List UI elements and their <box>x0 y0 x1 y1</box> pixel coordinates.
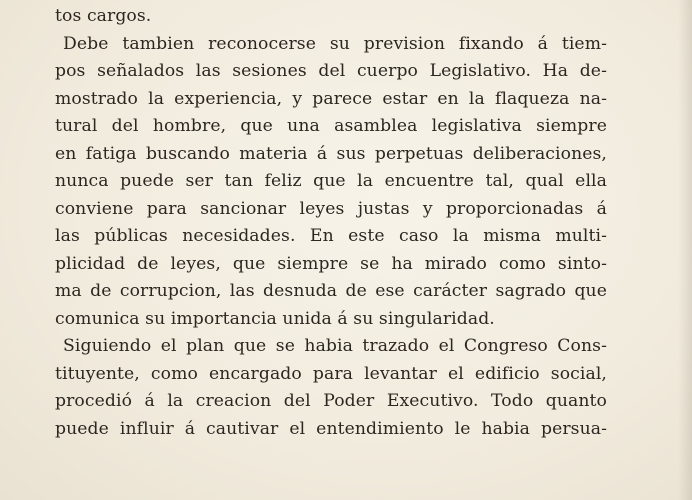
body-text <box>55 3 607 443</box>
text-line: puede influir á cautivar el entendimiento le habia persua- <box>55 418 607 439</box>
text-line: las públicas necesidades. En este caso la misma multi- <box>55 226 607 246</box>
text-line: tural del hombre, que una asamblea legislativa siempre <box>55 116 607 136</box>
text-line: procedió á la creacion del Poder Executivo. Todo quanto <box>55 391 607 411</box>
text-line: pos señalados las sesiones del cuerpo Legislativo. Ha de- <box>55 61 607 81</box>
text-line: comunica su importancia unida á su singularidad. <box>55 308 495 329</box>
text-line: tituyente, como encargado para levantar el edificio social, <box>55 363 607 384</box>
text-line: plicidad de leyes, que siempre se ha mirado como sinto- <box>55 253 607 274</box>
text-line: conviene para sancionar leyes justas y proporcionadas á <box>55 198 607 219</box>
text-line: mostrado la experiencia, y parece estar en la flaqueza na- <box>55 88 607 109</box>
text-line: en fatiga buscando materia á sus perpetuas deliberaciones, <box>55 143 607 164</box>
text-line: Siguiendo el plan que se habia trazado el Congreso Cons- <box>63 336 607 356</box>
page-edge-shadow <box>678 0 692 500</box>
text-line: Debe tambien reconocerse su prevision fixando á tiem- <box>63 33 607 54</box>
text-line: tos cargos. <box>55 6 152 26</box>
text-line: ma de corrupcion, las desnuda de ese carácter sagrado que <box>55 281 607 301</box>
text-line: nunca puede ser tan feliz que la encuentre tal, qual ella <box>55 171 607 191</box>
